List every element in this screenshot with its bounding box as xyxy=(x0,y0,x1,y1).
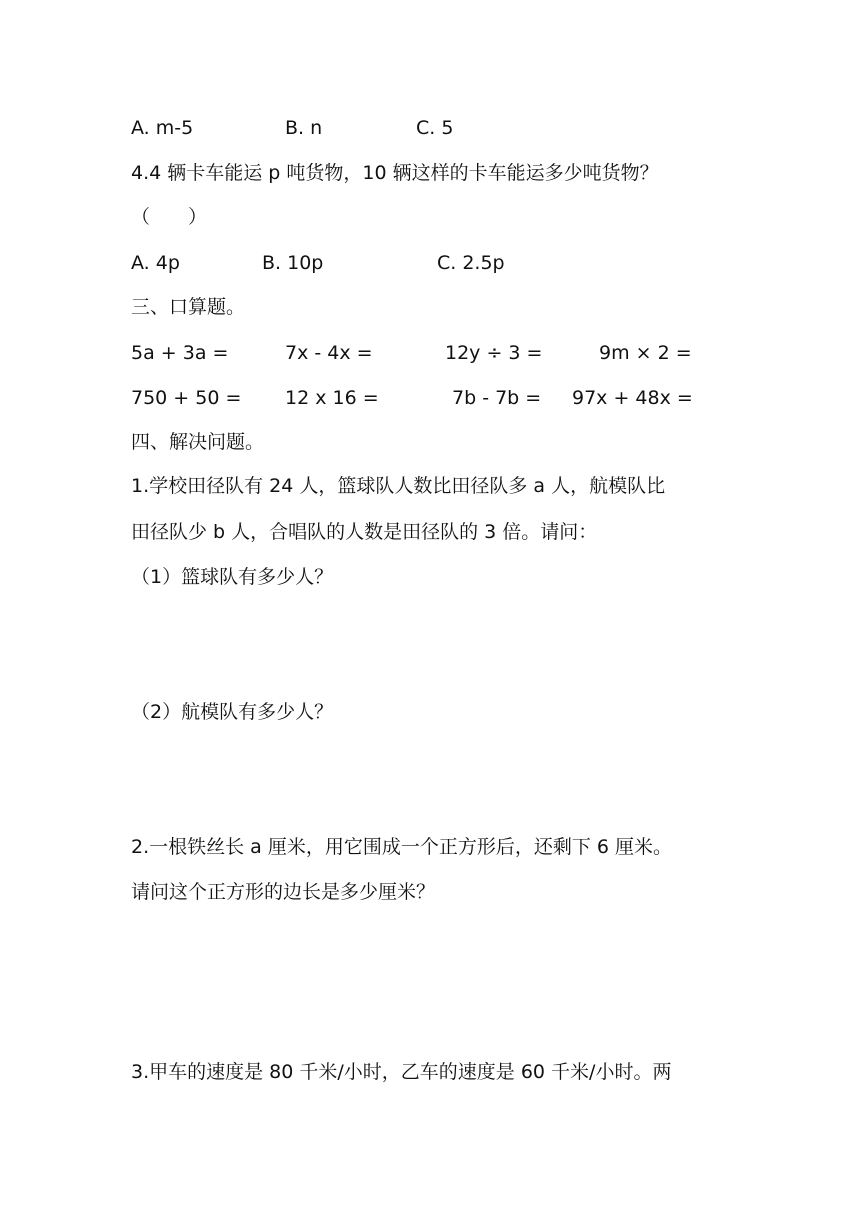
q3-option-a: A. m-5 xyxy=(131,117,194,139)
problem1-text-line1: 1.学校田径队有 24 人，篮球队人数比田径队多 a 人，航模队比 xyxy=(131,475,666,497)
mental-math-item: 9m × 2 = xyxy=(599,342,692,364)
mental-math-item: 7b - 7b = xyxy=(452,387,542,409)
q4-option-c: C. 2.5p xyxy=(437,252,505,274)
q4-stem: 4.4 辆卡车能运 p 吨货物，10 辆这样的卡车能运多少吨货物？ xyxy=(131,162,659,184)
section3-heading: 三、口算题。 xyxy=(131,296,246,318)
problem2-text-line1: 2.一根铁丝长 a 厘米，用它围成一个正方形后，还剩下 6 厘米。 xyxy=(131,836,673,858)
mental-math-item: 12 x 16 = xyxy=(285,387,379,409)
mental-math-item: 5a + 3a = xyxy=(131,342,229,364)
section4-heading: 四、解决问题。 xyxy=(131,431,265,453)
problem1-subquestion-1: （1）篮球队有多少人？ xyxy=(131,566,334,588)
q3-option-b: B. n xyxy=(285,117,323,139)
mental-math-item: 12y ÷ 3 = xyxy=(445,342,543,364)
q4-option-b: B. 10p xyxy=(262,252,324,274)
mental-math-item: 97x + 48x = xyxy=(572,387,693,409)
problem3-text-line1: 3.甲车的速度是 80 千米/小时，乙车的速度是 60 千米/小时。两 xyxy=(131,1061,672,1083)
mental-math-item: 7x - 4x = xyxy=(285,342,373,364)
mental-math-item: 750 + 50 = xyxy=(131,387,242,409)
problem2-text-line2: 请问这个正方形的边长是多少厘米？ xyxy=(131,881,436,903)
q3-option-c: C. 5 xyxy=(416,117,454,139)
problem1-text-line2: 田径队少 b 人，合唱队的人数是田径队的 3 倍。请问： xyxy=(131,521,598,543)
q4-option-a: A. 4p xyxy=(131,252,180,274)
problem1-subquestion-2: （2）航模队有多少人？ xyxy=(131,701,334,723)
q4-answer-blank: （ ） xyxy=(131,206,208,228)
